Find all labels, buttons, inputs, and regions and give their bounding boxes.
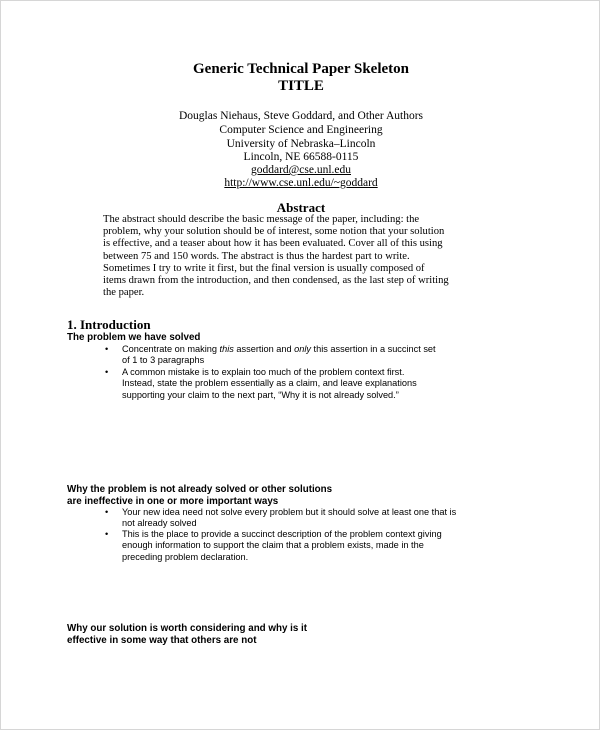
author-department: Computer Science and Engineering [219, 124, 383, 136]
bullet-line [122, 344, 436, 355]
bullet-line: of 1 to 3 paragraphs [122, 355, 205, 366]
author-email-link[interactable]: goddard@cse.unl.edu [250, 164, 351, 176]
paper-title-label: TITLE [278, 78, 324, 94]
subsection-heading-worth-considering [67, 623, 307, 647]
text-run: assertion and [233, 344, 295, 354]
bullet-item [122, 507, 456, 530]
bullet-item [122, 344, 436, 367]
author-address: Lincoln, NE 66588-0115 [243, 151, 359, 163]
bullet-item [122, 367, 417, 401]
abstract-line: problem, why your solution should be of interest, some notion that your solution [103, 226, 445, 238]
bullet-icon: • [105, 507, 109, 517]
abstract-line: The abstract should describe the basic message of the paper, including: the [103, 214, 420, 225]
abstract-line: items drawn from the introduction, and then condensed, as the last step of writing [103, 275, 449, 287]
subsection-heading-not-solved [67, 484, 332, 508]
bullet-line: not already solved [122, 518, 197, 529]
subsection-heading-line: Why our solution is worth considering and why is it [67, 623, 308, 634]
bullet-line: Instead, state the problem essentially as a claim, and leave explanations [122, 378, 417, 389]
subsection-heading-line: The problem we have solved [67, 332, 201, 343]
author-url-link[interactable]: http://www.cse.unl.edu/~goddard [224, 177, 378, 189]
author-url[interactable] [1, 176, 600, 191]
abstract-body [103, 214, 483, 299]
subsection-heading-problem [67, 332, 200, 344]
subsection-heading-line: are ineffective in one or more important ways [67, 496, 279, 507]
abstract-line: between 75 and 150 words. The abstract is thus the hardest part to write. [103, 250, 410, 262]
author-university: University of Nebraska–Lincoln [226, 138, 376, 150]
emphasis-text: this [219, 344, 234, 354]
subsection-heading-line: effective in some way that others are not [67, 635, 257, 646]
bullet-line: enough information to support the claim that a problem exists, made in the [122, 540, 424, 551]
bullet-line: A common mistake is to explain too much of the problem context first. [122, 367, 405, 377]
bullet-line: supporting your claim to the next part, “Why it is not already solved.” [122, 389, 399, 400]
bullet-item [122, 529, 442, 563]
section-heading-introduction: 1. Introduction [67, 317, 151, 332]
abstract-line: Sometimes I try to write it first, but the final version is usually composed of [103, 262, 425, 274]
emphasis-text: only [294, 344, 311, 354]
abstract-heading: Abstract [276, 200, 326, 215]
bullet-line: preceding problem declaration. [122, 551, 249, 562]
bullet-line: Your new idea need not solve every problem but it should solve at least one that is [122, 507, 457, 517]
abstract-line: is effective, and a teaser about how it has been evaluated. Cover all of this using [103, 238, 443, 250]
text-run: this assertion in a succinct set [311, 344, 436, 354]
bullet-icon: • [105, 367, 109, 377]
bullet-icon: • [105, 529, 109, 539]
paper-title: Generic Technical Paper Skeleton [193, 61, 409, 77]
bullet-line: This is the place to provide a succinct description of the problem context giving [122, 529, 442, 539]
text-run: Concentrate on making [122, 344, 220, 354]
abstract-line: the paper. [103, 287, 145, 299]
author-names: Douglas Niehaus, Steve Goddard, and Other Authors [178, 110, 423, 122]
subsection-heading-line: Why the problem is not already solved or other solutions [67, 484, 333, 495]
bullet-icon: • [105, 344, 109, 354]
